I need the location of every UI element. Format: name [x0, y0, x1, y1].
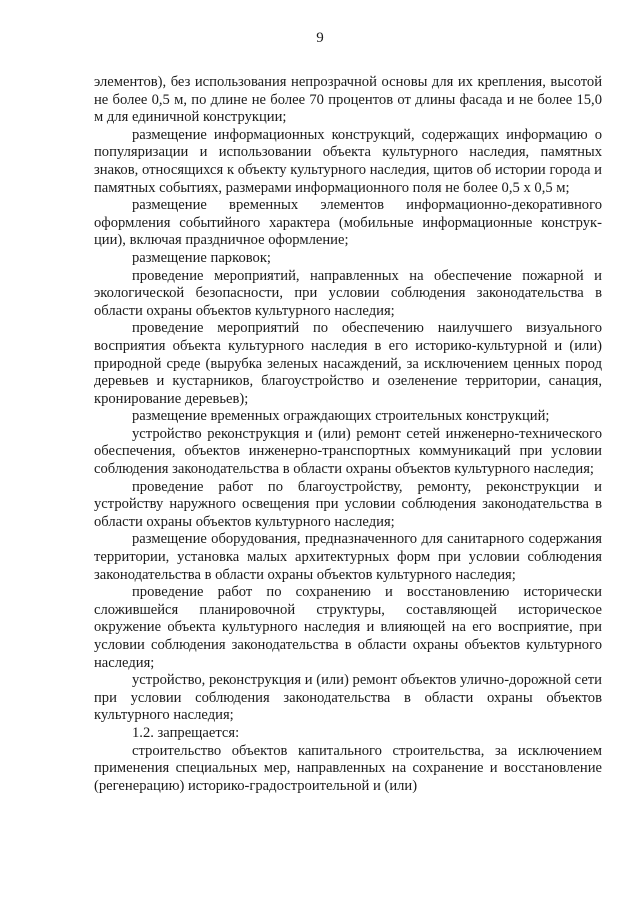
paragraph: проведение работ по сохранению и восстановлению исторически сложившейся планировочной структуры, составляющей историческое окружение объекта культурного наследия и влияющей на его восприятие, при условии соблюдения законодательства в области охраны объектов культурного наследия;: [94, 584, 602, 671]
paragraph: устройство реконструкция и (или) ремонт сетей инженерно-технического обеспечения, объектов инженерно-транспортных коммуникаций при условии соблюдения законодательства в области охраны объектов культурного наследия;: [94, 425, 602, 478]
paragraph: проведение мероприятий по обеспечению наилучшего визуального восприятия объекта культурного наследия в его историко-культурной и (или) природной среде (вырубка зеленых насаждений, за исключением ценных пород деревьев и кустарников, благоустройство и озеленение территории, санация, кронирование деревьев);: [94, 320, 602, 407]
paragraph: устройство, реконструкция и (или) ремонт объектов улично-дорожной сети при условии соблюдения законодательства в области охраны объектов культурного наследия;: [94, 672, 602, 724]
section-heading: 1.2. запрещается:: [132, 724, 240, 741]
paragraph: проведение мероприятий, направленных на обеспечение пожарной и экологической безопасности, при условии соблюдения законодательства в области охраны объектов культурного наследия;: [94, 267, 602, 319]
paragraph: размещение временных ограждающих строительных конструкций;: [132, 408, 550, 425]
page-number: 9: [316, 30, 324, 46]
paragraph: размещение парковок;: [132, 249, 271, 266]
paragraph: элементов), без использования непрозрачной основы для их крепления, высотой не более 0,5 м, по длине не более 70 процентов от длины фасада и не более 15,0 м для единичной конструкции;: [94, 74, 602, 126]
document-body: [94, 74, 602, 795]
paragraph: размещение временных элементов информационно-декоративного оформления событийного характера (мобильные информационные конструкции), включая праздничное оформление;: [94, 197, 602, 249]
paragraph: размещение информационных конструкций, содержащих информацию о популяризации и использовании объекта культурного наследия, памятных знаков, относящихся к объекту культурного наследия, щитов об истории города и памятных событиях, размерами информационного поля не более 0,5 х 0,5 м;: [94, 126, 602, 196]
paragraph: размещение оборудования, предназначенного для санитарного содержания территории, установка малых архитектурных форм при условии соблюдения законодательства в области охраны объектов культурного наследия;: [94, 531, 602, 583]
paragraph: проведение работ по благоустройству, ремонту, реконструкции и устройству наружного освещения при условии соблюдения законодательства в области охраны объектов культурного наследия;: [94, 478, 602, 530]
paragraph: строительство объектов капитального строительства, за исключением применения специальных мер, направленных на сохранение и восстановление (регенерацию) историко-градостроительной и (или): [94, 742, 602, 794]
